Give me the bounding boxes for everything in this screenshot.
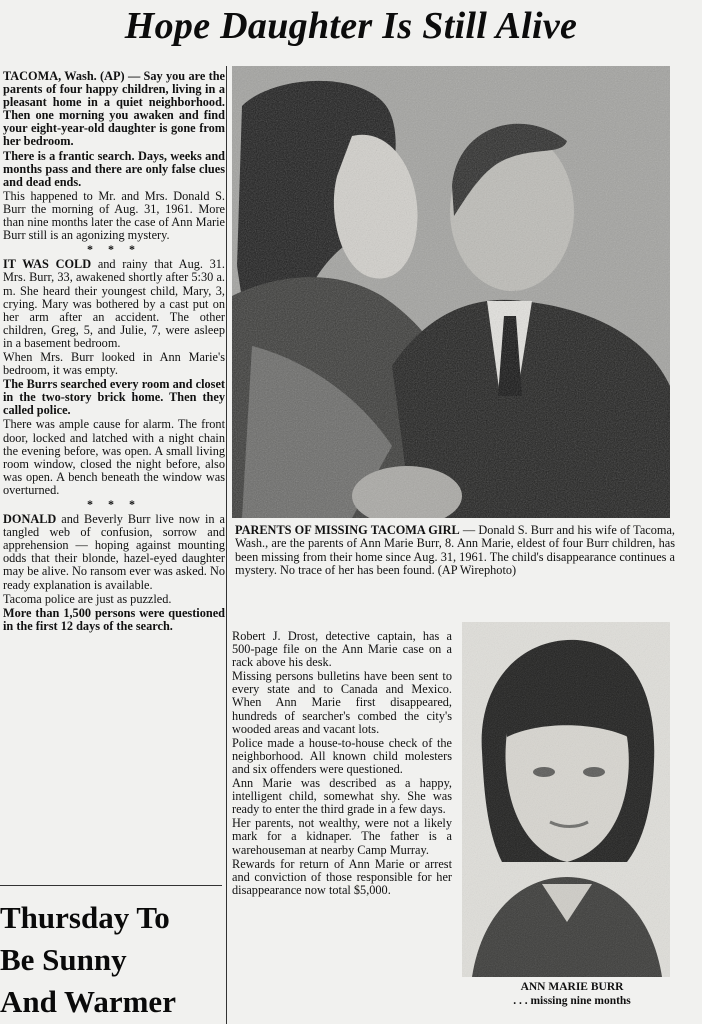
story-paragraph [3, 258, 225, 350]
story-paragraph: Rewards for return of Ann Marie or arrest and conviction of those responsible for her disappearance now total $5,000. [232, 856, 452, 897]
parents-photo [232, 66, 670, 518]
story-paragraph: Robert J. Drost, detective captain, has a 500-page file on the Ann Marie case on a rack above his desk. [232, 629, 452, 670]
story-paragraph [3, 513, 225, 592]
photo-caption-parents [235, 524, 675, 577]
section-divider: * * * [87, 242, 141, 257]
story-paragraph: Her parents, not wealthy, were not a likely mark for a kidnaper. The father is a warehouseman at nearby Camp Murray. [232, 816, 452, 857]
story-paragraph: Missing persons bulletins have been sent to every state and to Canada and Mexico. When Ann Marie first disappeared, hundreds of searcher's combed the city's wooded areas and vacant lots. [232, 669, 452, 736]
story-paragraph: More than 1,500 persons were questioned in the first 12 days of the search. [3, 605, 225, 633]
caption-subline: . . . missing nine months [513, 995, 631, 1007]
story-paragraph: Tacoma police are just as puzzled. [3, 591, 172, 606]
caption-name: ANN MARIE BURR [520, 981, 624, 993]
dateline-paragraph: TACOMA, Wash. (AP) — Say you are the parents of four happy children, living in a pleasant home in a quiet neighborhood. Then one morning you awaken and find your eight-year-old daughter is gone from her bedroom. [3, 69, 225, 149]
section-divider: * * * [87, 497, 141, 511]
story-paragraph: There is a frantic search. Days, weeks and months pass and there are only false clues and dead ends. [3, 148, 225, 189]
story-column-left [3, 70, 225, 634]
weather-line: And Warmer [0, 984, 176, 1019]
ann-marie-photo-image [462, 622, 670, 977]
story-paragraph: This happened to Mr. and Mrs. Donald S. Burr the morning of Aug. 31, 1961. More than nine months later the case of Ann Marie Burr still is an agonizing mystery. [3, 188, 225, 243]
paragraph-text: and Beverly Burr live now in a tangled web of confusion, sorrow and apprehension — hoping against mounting odds that their blonde, hazel-eyed daughter may be alive. No ransom ever was asked. No ready explanation is available. [3, 512, 225, 592]
story-paragraph: When Mrs. Burr looked in Ann Marie's bedroom, it was empty. [3, 349, 225, 378]
weather-line: Be Sunny [0, 942, 127, 977]
caption-text: — Donald S. Burr and his wife of Tacoma, Wash., are the parents of Ann Marie Burr, 8. Ann Marie, eldest of four Burr children, has been missing from their home since Aug. 31, 1961. The child's disappearance continues a mystery. No trace of her has been found. (AP Wirephoto) [235, 523, 675, 577]
story-paragraph: There was ample cause for alarm. The front door, locked and latched with a night chain the evening before, was open. A small living room window, closed the night before, also was open. A bench beneath the window was overturned. [3, 417, 225, 497]
caption-lead: PARENTS OF MISSING TACOMA GIRL [235, 523, 460, 537]
paragraph-lead: DONALD [3, 512, 57, 527]
paragraph-lead: IT WAS COLD [3, 257, 92, 272]
weather-line: Thursday To [0, 900, 170, 935]
paragraph-text: and rainy that Aug. 31. Mrs. Burr, 33, awakened shortly after 5:30 a. m. She heard their youngest child, Mary, 3, crying. Mary was bothered by a cast put on her arm after an accident. The other children, Greg, 5, and Julie, 7, were asleep in a basement bedroom. [3, 257, 226, 350]
weather-headline [0, 897, 222, 1023]
story-column-right [232, 630, 452, 898]
ann-marie-photo [462, 622, 670, 977]
story-paragraph: Police made a house-to-house check of the neighborhood. All known child molesters and six offenders were questioned. [232, 735, 452, 776]
story-paragraph: The Burrs searched every room and closet in the two-story brick home. Then they called police. [3, 377, 225, 418]
column-rule [226, 66, 227, 1024]
headline: Hope Daughter Is Still Alive [124, 5, 578, 47]
story-paragraph: Ann Marie was described as a happy, intelligent child, somewhat shy. She was ready to enter the third grade in a few days. [232, 776, 452, 817]
photo-caption-ann-marie [462, 980, 682, 1008]
parents-photo-image [232, 66, 670, 518]
section-rule [0, 885, 222, 886]
